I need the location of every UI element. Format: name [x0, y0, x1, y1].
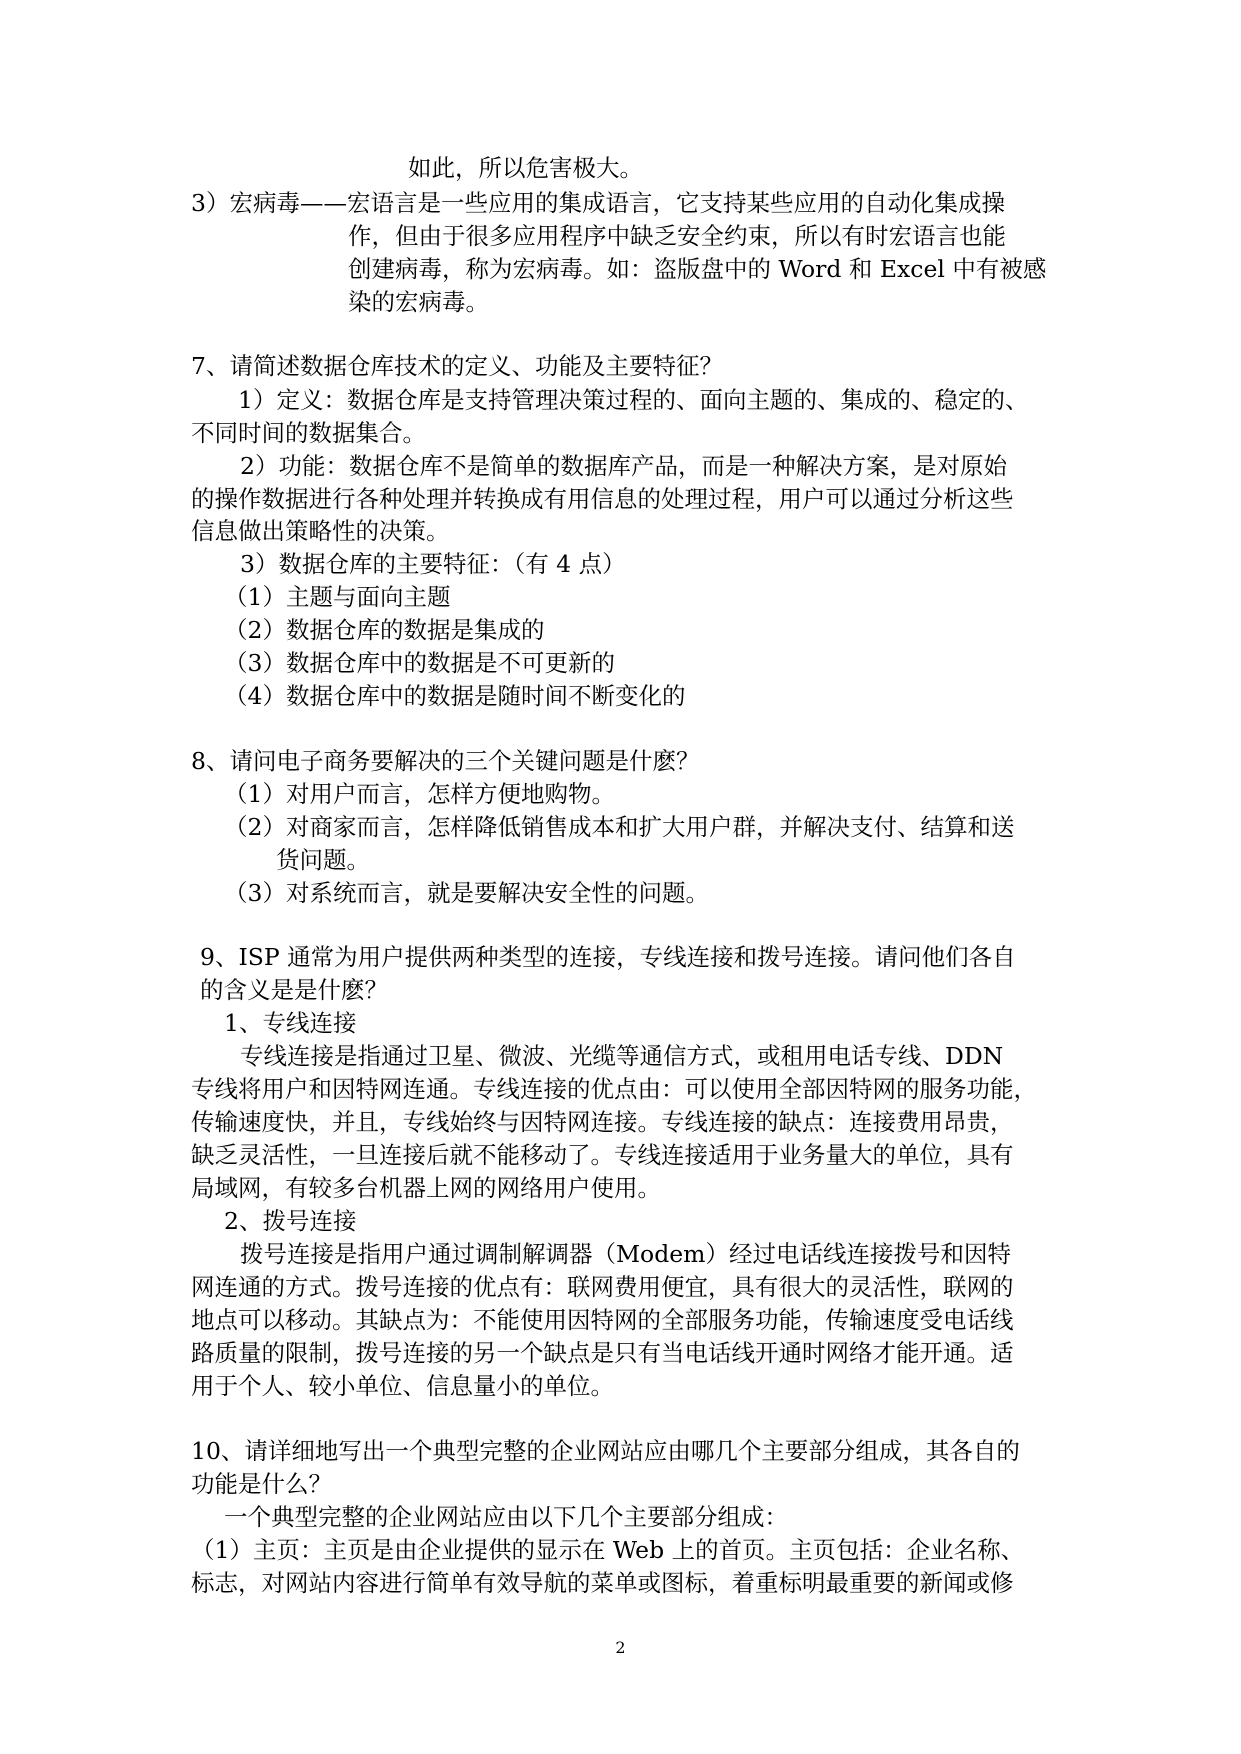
text-line: 的操作数据进行各种处理并转换成有用信息的处理过程，用户可以通过分析这些 — [191, 485, 1014, 513]
text-line: 网连通的方式。拨号连接的优点有：联网费用便宜，具有很大的灵活性，联网的 — [191, 1273, 1014, 1301]
list-item: （1）对用户而言，怎样方便地购物。 — [224, 780, 615, 808]
sub-heading: 2、拨号连接 — [224, 1207, 357, 1235]
text-line: 用于个人、较小单位、信息量小的单位。 — [191, 1372, 614, 1400]
text-line: 地点可以移动。其缺点为：不能使用因特网的全部服务功能，传输速度受电话线 — [191, 1306, 1014, 1334]
text-line: 专线连接是指通过卫星、微波、光缆等通信方式，或租用电话专线、DDN — [240, 1042, 1004, 1070]
list-item: （1）主题与面向主题 — [224, 583, 451, 611]
list-item: （3）数据仓库中的数据是不可更新的 — [224, 649, 615, 677]
list-item: （4）数据仓库中的数据是随时间不断变化的 — [224, 682, 686, 710]
text-line: 功能是什么？ — [191, 1470, 332, 1498]
text-line: 2）功能：数据仓库不是简单的数据库产品，而是一种解决方案，是对原始 — [240, 452, 1007, 480]
list-item: （1）主页：主页是由企业提供的显示在 Web 上的首页。主页包括：企业名称、 — [191, 1536, 1025, 1564]
list-item: （3）对系统而言，就是要解决安全性的问题。 — [224, 879, 709, 907]
text-line: 缺乏灵活性，一旦连接后就不能移动了。专线连接适用于业务量大的单位，具有 — [191, 1141, 1014, 1169]
text-line: 的含义是是什麽？ — [200, 976, 388, 1004]
text-line: 路质量的限制，拨号连接的另一个缺点是只有当电话线开通时网络才能开通。适 — [191, 1339, 1014, 1367]
text-line: 3）宏病毒——宏语言是一些应用的集成语言，它支持某些应用的自动化集成操 — [191, 189, 1005, 217]
text-line: 3）数据仓库的主要特征：（有 4 点） — [240, 550, 626, 578]
text-line: 标志，对网站内容进行简单有效导航的菜单或图标，着重标明最重要的新闻或修 — [191, 1569, 1014, 1597]
question-heading: 9、ISP 通常为用户提供两种类型的连接，专线连接和拨号连接。请问他们各自 — [200, 943, 1016, 971]
text-line: 如此，所以危害极大。 — [408, 154, 643, 182]
page-number: 2 — [615, 1638, 626, 1657]
text-line: 传输速度快，并且，专线始终与因特网连接。专线连接的缺点：连接费用昂贵， — [191, 1108, 1014, 1136]
text-line: 创建病毒，称为宏病毒。如：盗版盘中的 Word 和 Excel 中有被感 — [348, 255, 1047, 283]
list-item: （2）数据仓库的数据是集成的 — [224, 616, 545, 644]
text-line: 作，但由于很多应用程序中缺乏安全约束，所以有时宏语言也能 — [348, 222, 1006, 250]
question-heading: 7、请简述数据仓库技术的定义、功能及主要特征？ — [191, 352, 723, 380]
text-line: 染的宏病毒。 — [348, 288, 489, 316]
text-line: 拨号连接是指用户通过调制解调器（Modem）经过电话线连接拨号和因特 — [240, 1240, 1011, 1268]
question-heading: 8、请问电子商务要解决的三个关键问题是什麽？ — [191, 747, 700, 775]
text-line: 货问题。 — [276, 846, 370, 874]
text-line: 一个典型完整的企业网站应由以下几个主要部分组成： — [224, 1503, 788, 1531]
text-line: 信息做出策略性的决策。 — [191, 517, 450, 545]
text-line: 1）定义：数据仓库是支持管理决策过程的、面向主题的、集成的、稳定的、 — [238, 386, 1029, 414]
list-item: （2）对商家而言，怎样降低销售成本和扩大用户群，并解决支付、结算和送 — [224, 813, 1015, 841]
text-line: 不同时间的数据集合。 — [191, 419, 426, 447]
question-heading: 10、请详细地写出一个典型完整的企业网站应由哪几个主要部分组成，其各自的 — [191, 1437, 1020, 1465]
text-line: 专线将用户和因特网连通。专线连接的优点由：可以使用全部因特网的服务功能， — [191, 1075, 1037, 1103]
sub-heading: 1、专线连接 — [224, 1009, 357, 1037]
text-line: 局域网，有较多台机器上网的网络用户使用。 — [191, 1174, 661, 1202]
